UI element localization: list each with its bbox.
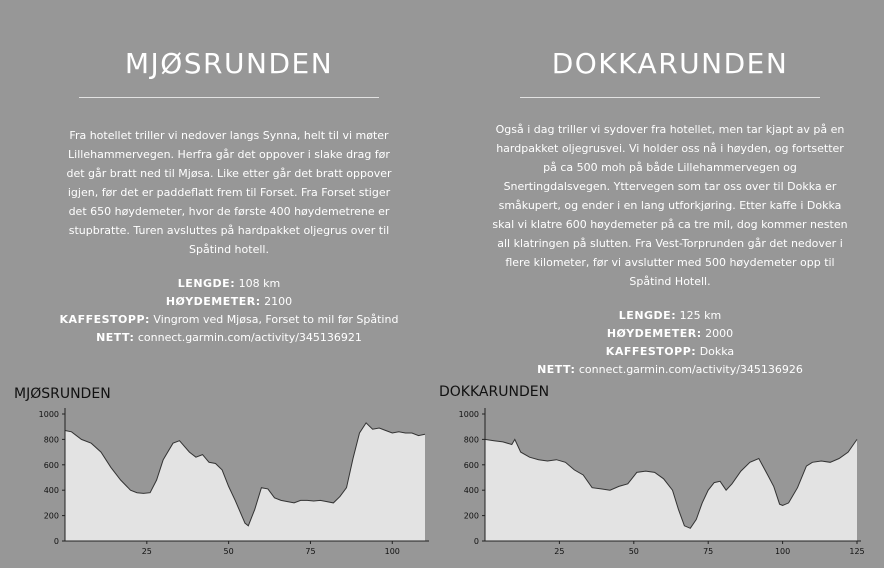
fact-coffee-stop bbox=[470, 343, 870, 361]
fact-value: 2000 bbox=[705, 327, 734, 340]
fact-key: KAFFESTOPP: bbox=[59, 313, 150, 326]
x-tick-label: 125 bbox=[849, 547, 865, 556]
fact-web bbox=[28, 329, 430, 347]
fact-value: Vingrom ved Mjøsa, Forset to mil før Spåtind bbox=[153, 313, 399, 326]
fact-key: HØYDEMETER: bbox=[606, 327, 702, 340]
y-tick-label: 0 bbox=[53, 537, 59, 546]
route-description: Fra hotellet triller vi nedover langs Synna, helt til vi møter Lillehammervegen. Herfra går det oppover i slake drag før det går bratt ned til Mjøsa. Like etter går det bratt oppover igjen, før det er paddeflatt frem til Forset. Fra Forset stiger det 650 høydemeter, hvor de første 400 høydemetrene er stupbratte. Turen avsluttes på hardpakket oljegrus over til Spåtind hotell. bbox=[66, 129, 392, 256]
fact-value: 2100 bbox=[264, 295, 293, 308]
y-tick-label: 0 bbox=[473, 537, 479, 546]
title-divider bbox=[520, 97, 820, 98]
fact-value[interactable]: connect.garmin.com/activity/345136921 bbox=[137, 331, 362, 344]
fact-length bbox=[470, 307, 870, 325]
fact-elevation bbox=[28, 293, 430, 311]
fact-key: NETT: bbox=[96, 331, 135, 344]
y-tick-label: 400 bbox=[43, 486, 59, 496]
fact-key: HØYDEMETER: bbox=[165, 295, 261, 308]
x-tick-label: 50 bbox=[223, 547, 234, 556]
fact-web bbox=[470, 361, 870, 379]
title-divider bbox=[79, 97, 379, 98]
x-tick-label: 100 bbox=[774, 547, 791, 556]
left-column bbox=[28, 0, 430, 347]
y-tick-label: 200 bbox=[463, 511, 479, 521]
fact-key: KAFFESTOPP: bbox=[605, 345, 697, 358]
x-tick-label: 50 bbox=[628, 547, 639, 556]
y-tick-label: 200 bbox=[43, 511, 59, 521]
x-tick-label: 25 bbox=[554, 547, 565, 556]
fact-value: Dokka bbox=[699, 345, 735, 358]
route-facts bbox=[470, 307, 870, 379]
route-title-dokkarunden: DOKKARUNDEN bbox=[551, 47, 789, 80]
x-tick-label: 75 bbox=[703, 547, 714, 556]
y-tick-label: 1000 bbox=[38, 410, 59, 419]
fact-value: 108 km bbox=[238, 277, 281, 290]
chart-title: DOKKARUNDEN bbox=[439, 384, 550, 400]
route-facts bbox=[28, 275, 430, 347]
x-tick-label: 75 bbox=[305, 547, 316, 556]
fact-coffee-stop bbox=[28, 311, 430, 329]
fact-key: LENGDE: bbox=[618, 309, 677, 322]
fact-length bbox=[28, 275, 430, 293]
fact-value[interactable]: connect.garmin.com/activity/345136926 bbox=[578, 363, 803, 376]
route-description: Også i dag triller vi sydover fra hotellet, men tar kjapt av på en hardpakket oljegrusvei. Vi holder oss nå i høyden, og fortsetter på ca 500 moh på både Lillehammervegen og Snertingdalsvegen. Yttervegen som tar oss over til Dokka er småkupert, og ender i en lang utforkjøring. Etter kaffe i Dokka skal vi klatre 600 høydemeter på ca tre mil, dog kommer nesten all klatringen på slutten. Fra Vest-Torprunden går det nedover i flere kilometer, før vi avslutter med 500 høydemeter opp til Spåtind Hotell. bbox=[492, 123, 848, 288]
elevation-area bbox=[485, 439, 857, 541]
y-tick-label: 800 bbox=[463, 435, 479, 445]
y-tick-label: 1000 bbox=[458, 410, 479, 419]
right-column bbox=[470, 0, 870, 379]
x-tick-label: 100 bbox=[384, 547, 400, 556]
y-tick-label: 400 bbox=[463, 486, 479, 496]
chart-title: MJØSRUNDEN bbox=[14, 386, 111, 402]
fact-value: 125 km bbox=[679, 309, 722, 322]
fact-key: LENGDE: bbox=[177, 277, 236, 290]
fact-key: NETT: bbox=[537, 363, 576, 376]
x-tick-label: 25 bbox=[141, 547, 152, 556]
route-title-mjosrunden: MJØSRUNDEN bbox=[124, 47, 334, 80]
elevation-chart-mjosrunden bbox=[0, 378, 440, 568]
y-tick-label: 600 bbox=[43, 460, 59, 470]
y-tick-label: 600 bbox=[463, 460, 479, 470]
fact-elevation bbox=[470, 325, 870, 343]
y-tick-label: 800 bbox=[43, 435, 59, 445]
elevation-chart-dokkarunden bbox=[435, 378, 884, 568]
